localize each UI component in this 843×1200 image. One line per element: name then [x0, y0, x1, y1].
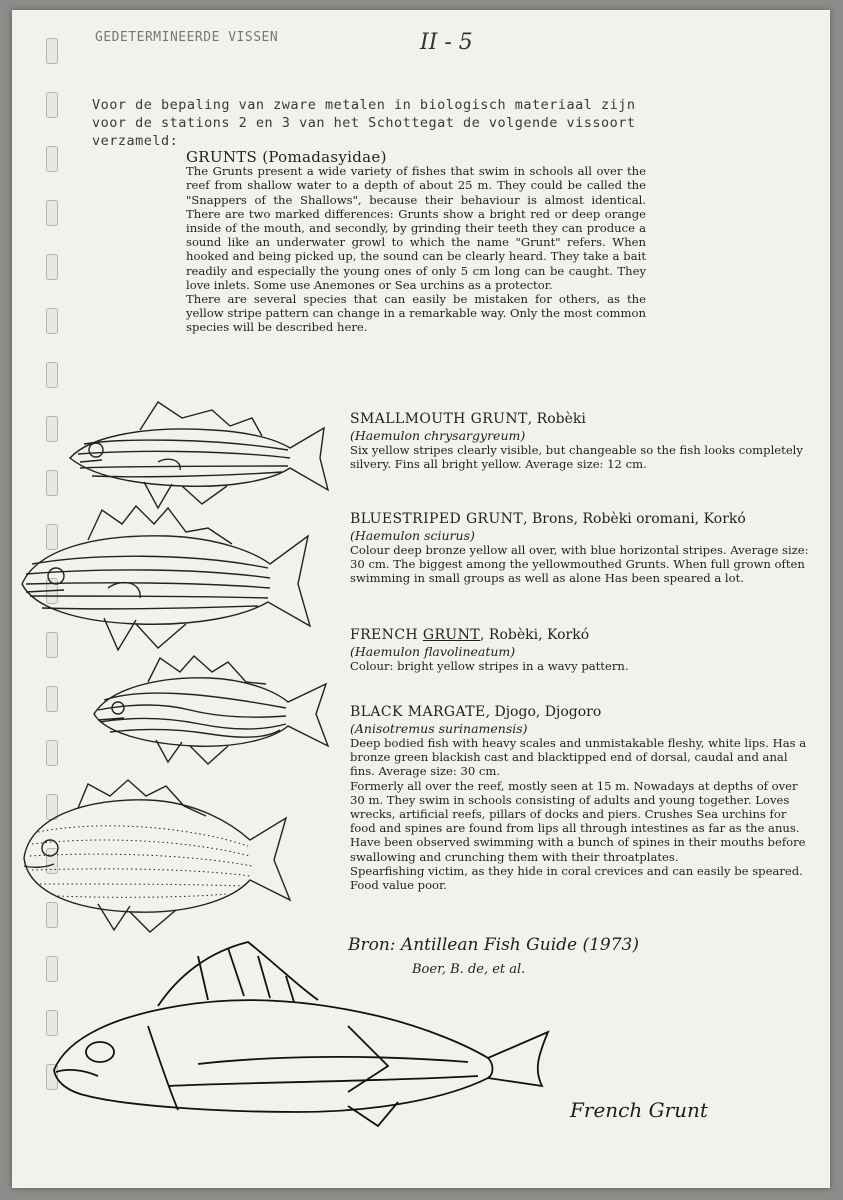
- grunts-heading-label: GRUNTS: [186, 148, 258, 166]
- grunts-family: (Pomadasyidae): [262, 148, 387, 166]
- species-smallmouth-grunt: [350, 410, 812, 471]
- page-number: II - 5: [420, 30, 473, 55]
- species-title: FRENCH: [350, 627, 423, 643]
- species-name: [350, 510, 812, 528]
- handwritten-source-line: Boer, B. de, et al.: [412, 962, 526, 977]
- grunts-heading: [186, 150, 646, 164]
- species-title-underlined: GRUNT: [422, 627, 481, 643]
- handwritten-source-line: Bron: Antillean Fish Guide (1973): [348, 935, 640, 955]
- species-title: BLACK MARGATE: [350, 704, 486, 720]
- species-title: SMALLMOUTH GRUNT: [350, 411, 528, 427]
- species-latin-name: (Haemulon sciurus): [350, 528, 475, 543]
- grunts-paragraph: The Grunts present a wide variety of fishes that swim in schools all over the reef from shallow water to a depth of about 25 m. They could be called the "Snappers of the Shallows", because their behaviour is almost identical. There are two marked differences: Grunts show a bright red or deep orange inside of the mouth, and secondly, by grinding their teeth they can produce a sound like an underwater growl to which the name "Grunt" refers. When hooked and being picked up, the sound can be clearly heard. They take a bait readily and especially the young ones of only 5 cm long can be caught. They love inlets. Some use Anemones or Sea urchins as a protector.: [186, 164, 646, 292]
- species-description: Spearfishing victim, as they hide in coral crevices and can easily be speared. Food value poor.: [350, 863, 803, 893]
- species-description: Formerly all over the reef, mostly seen at 15 m. Nowadays at depths of over 30 m. They swim in schools consisting of adults and young together. Loves wrecks, artificial reefs, pillars of docks and piers. Crushes Sea urchins for food and spines are found from lips all through intestines as far as the anus. Have been observed swimming with a bunch of spines in their mouths before swallowing and crunching them with their throatplates.: [350, 778, 806, 864]
- grunts-section: [186, 150, 646, 335]
- sketch-caption: French Grunt: [570, 1098, 708, 1122]
- species-local-names: , Robèki: [527, 411, 586, 427]
- species-bluestriped-grunt: [350, 510, 812, 586]
- species-description: Colour: bright yellow stripes in a wavy pattern.: [350, 659, 629, 673]
- species-name: [350, 410, 812, 428]
- species-description: Deep bodied fish with heavy scales and unmistakable fleshy, white lips. Has a bronze green blackish cast and blacktipped end of dorsal, caudal and anal fins. Average size: 30 cm.: [350, 736, 807, 779]
- species-title: BLUESTRIPED GRUNT: [350, 511, 524, 527]
- intro-line: Voor de bepaling van zware metalen in biologisch materiaal zijn: [92, 97, 636, 113]
- french-grunt-sketch: [48, 936, 558, 1126]
- species-description: Colour deep bronze yellow all over, with blue horizontal stripes. Average size: 30 cm. The biggest among the yellowmouthed Grunts. When full grown often swimming in small groups as well as alone Has been speared a lot.: [350, 543, 809, 586]
- species-description: Six yellow stripes clearly visible, but changeable so the fish looks completely silvery. Fins all bright yellow. Average size: 12 cm.: [350, 443, 803, 472]
- species-latin-name: (Haemulon chrysargyreum): [350, 428, 526, 443]
- grunts-paragraph: There are several species that can easily be mistaken for others, as the yellow stripe pattern can change in a remarkable way. Only the most common species will be described here.: [186, 292, 646, 335]
- species-name: [350, 626, 812, 644]
- species-local-names: , Robèki, Korkó: [480, 627, 590, 643]
- intro-paragraph: [92, 96, 732, 150]
- species-latin-name: (Anisotremus surinamensis): [350, 721, 528, 736]
- species-local-names: , Brons, Robèki oromani, Korkó: [523, 511, 746, 527]
- intro-line: voor de stations 2 en 3 van het Schottegat de volgende vissoort: [92, 115, 636, 131]
- species-french-grunt: [350, 626, 812, 673]
- smallmouth-grunt-illustration: [62, 396, 334, 516]
- species-black-margate: [350, 703, 812, 892]
- bluestriped-grunt-illustration: [18, 502, 318, 652]
- species-local-names: , Djogo, Djogoro: [485, 704, 602, 720]
- species-latin-name: (Haemulon flavolineatum): [350, 644, 516, 659]
- black-margate-illustration: [18, 776, 300, 932]
- page-header-title: GEDETERMINEERDE VISSEN: [95, 30, 279, 45]
- intro-line: verzameld:: [92, 133, 179, 149]
- french-grunt-illustration: [90, 652, 334, 767]
- species-name: [350, 703, 812, 721]
